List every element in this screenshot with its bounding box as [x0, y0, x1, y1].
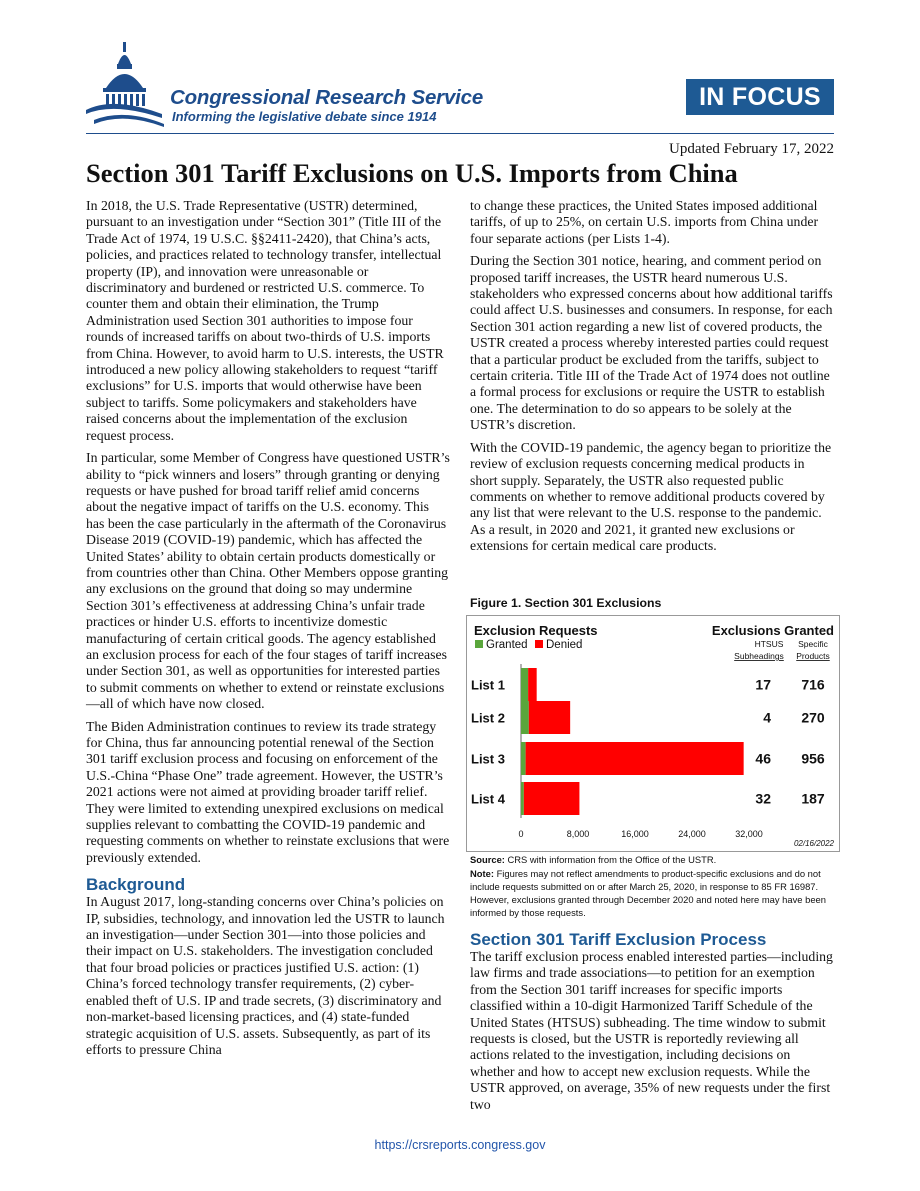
legend-granted-swatch [475, 640, 483, 648]
chart-title: Exclusion Requests [474, 623, 598, 638]
org-name: Congressional Research Service [170, 86, 484, 109]
intro-paragraph-1: In 2018, the U.S. Trade Representative (USTR) determined, pursuant to an investigation under “Section 301” (Title III of the Trade Act of 1974, 19 U.S.C. §§2411-2420), that China’s acts, policies, and practices related to technology transfer, intellectual property (IP), and innovation were unreasonable or discriminatory and burdened or restricted U.S. commerce. To counter them and obtain their elimination, the Trump Administration used Section 301 authorities to impose four rounds of increased tariffs on about two-thirds of U.S. imports from China. However, to avoid harm to U.S. interests, the USTR introduced a new policy allowing stakeholders to request “tariff exclusions” for U.S. imports that would otherwise have been subject to tariffs. Some policymakers and stakeholders have raised concerns about the implementation of the exclusion request process. [86, 198, 444, 443]
products-header-line1: Specific [798, 639, 828, 649]
bar-granted-3 [521, 742, 526, 775]
products-header-line2: Products [796, 651, 830, 661]
in-focus-badge: IN FOCUS [686, 79, 834, 115]
background-paragraph: In August 2017, long-standing concerns over China’s policies on IP, subsidies, technology, and innovation led the USTR to launch an investigation—under Section 301—into those policies and their impact on U.S. stakeholders. The investigation concluded that four broad policies or practices justified U.S. action: (1) China’s forced technology transfer requirements, (2) cyber-enabled theft of U.S. IP and trade secrets, (3) discriminatory and non-market-based licensing practices, and (4) state-funded strategic acquisition of U.S. assets. Subsequently, as part of its efforts to pressure China [86, 894, 445, 1057]
header-rule [86, 133, 834, 134]
products-value-3: 956 [801, 750, 825, 767]
category-label-1: List 1 [471, 677, 505, 693]
products-value-1: 716 [801, 676, 825, 693]
htsus-value-2: 4 [763, 709, 771, 726]
bar-denied-4 [524, 782, 580, 815]
process-paragraph: The tariff exclusion process enabled interested parties—including law firms and trade associations—to petition for an exemption from the Section 301 tariff increases for specific imports classified within a 10-digit Harmonized Tariff Schedule of the United States (HTSUS) subheading. The time window to submit requests is closed, but the USTR is reportedly reviewing all actions related to the investigation, including decisions on whether and how to accept new exclusion requests. While the USTR approved, on average, 35% of new requests under the first two [470, 949, 833, 1112]
exclusions-chart [467, 616, 839, 851]
x-tick-4: 32,000 [735, 829, 763, 839]
source-label: Source: [470, 854, 505, 865]
htsus-value-4: 32 [755, 790, 771, 807]
background-heading: Background [86, 875, 186, 895]
htsus-value-1: 17 [755, 676, 771, 693]
category-label-4: List 4 [471, 791, 505, 807]
bar-granted-1 [521, 668, 528, 701]
capitol-dome-logo [84, 38, 170, 130]
htsus-header-line1: HTSUS [754, 639, 784, 649]
process-heading: Section 301 Tariff Exclusion Process [470, 930, 767, 949]
source-text: CRS with information from the Office of the USTR. [507, 854, 717, 865]
note-text: Figures may not reflect amendments to product-specific exclusions and do not include requests submitted on or after March 25, 2020, in response to 85 FR 16987. However, exclusions granted through December 2020 and noted here may have been informed by those requests. [470, 868, 826, 918]
legend-granted-label: Granted [486, 639, 528, 651]
legend-denied-swatch [535, 640, 543, 648]
note-label: Note: [470, 868, 494, 879]
htsus-value-3: 46 [755, 750, 771, 767]
figure-title: Figure 1. Section 301 Exclusions [470, 596, 662, 610]
page-title: Section 301 Tariff Exclusions on U.S. Imports from China [86, 158, 738, 188]
figure-frame [466, 615, 840, 852]
legend-denied-label: Denied [546, 639, 583, 651]
bar-granted-4 [521, 782, 524, 815]
x-tick-0: 0 [518, 829, 524, 839]
intro-paragraph-2: In particular, some Member of Congress have questioned USTR’s ability to “pick winners and losers” through granting or denying requests or have pushed for broad tariff relief amid concerns about the negative impact of tariffs on the U.S. economy. This has been the case particularly in the aftermath of the Coronavirus Disease 2019 (COVID-19) pandemic, which has affected the United States’ ability to obtain certain products domestically or from countries other than China. Other Members oppose granting any exclusions on the ground that doing so may undermine Section 301’s effectiveness at addressing China’s unfair trade practices or hinder U.S. efforts to incentivize domestic manufacturing of certain critical goods. The agency established an exclusion process for each of the four stages of tariff increases under Section 301, as well as opportunities for interested parties to submit comments on whether to extend or reinstate exclusions—all of which have now closed. [86, 450, 450, 712]
process-section [470, 930, 834, 1119]
category-label-2: List 2 [471, 710, 505, 726]
htsus-header-line2: Subheadings [734, 651, 784, 661]
chart-right-title: Exclusions Granted [711, 623, 834, 638]
right-column [470, 198, 834, 561]
right-paragraph-1: to change these practices, the United States imposed additional tariffs, of up to 25%, on certain U.S. imports from China under four separate actions (per Lists 1-4). [470, 198, 819, 246]
right-paragraph-2: During the Section 301 notice, hearing, and comment period on proposed tariff increases, the USTR heard numerous U.S. stakeholders who expressed concerns about how additional tariffs could affect U.S. businesses and consumers. In response, for each Section 301 action regarding a new list of covered products, the USTR created a process whereby interested parties could request that a particular product be excluded from the tariffs, subject to certain criteria. Title III of the Trade Act of 1974 does not outline a formal process for exclusions or require the USTR to establish one. The determination to do so appears to be solely at the USTR’s discretion. [470, 253, 833, 433]
intro-paragraph-3: The Biden Administration continues to review its trade strategy for China, thus far announcing potential renewal of the Section 301 tariff exclusion process and focusing on enforcement of the U.S.-China “Phase One” trade agreement. However, the USTR’s 2021 actions were not aimed at providing broader tariff relief. They were limited to extending unexpired exclusions on medical supplies relevant to combatting the COVID-19 pandemic and requesting comments on whether to reinstate exclusions that were previously extended. [86, 718, 450, 865]
footer-url[interactable]: https://crsreports.congress.gov [374, 1138, 546, 1152]
bar-denied-1 [528, 668, 537, 701]
bar-denied-3 [526, 742, 744, 775]
figure-notes [470, 853, 836, 920]
chart-date: 02/16/2022 [793, 839, 834, 848]
updated-date: Updated February 17, 2022 [669, 141, 834, 157]
right-paragraph-3: With the COVID-19 pandemic, the agency began to prioritize the review of exclusion requests concerning medical products in short supply. Separately, the USTR also requested public comments on whether to remove additional products covered by any list that were relevant to the U.S. response to the pandemic. As a result, in 2020 and 2021, it granted new exclusions or extensions for certain medical care products. [470, 439, 832, 554]
org-tagline: Informing the legislative debate since 1914 [172, 109, 437, 124]
bar-denied-2 [529, 701, 570, 734]
products-value-2: 270 [801, 709, 825, 726]
x-tick-1: 8,000 [566, 829, 590, 839]
bar-granted-2 [521, 701, 529, 734]
x-tick-2: 16,000 [621, 829, 649, 839]
products-value-4: 187 [801, 790, 825, 807]
x-tick-3: 24,000 [678, 829, 706, 839]
left-column [86, 198, 450, 1064]
category-label-3: List 3 [471, 751, 505, 767]
